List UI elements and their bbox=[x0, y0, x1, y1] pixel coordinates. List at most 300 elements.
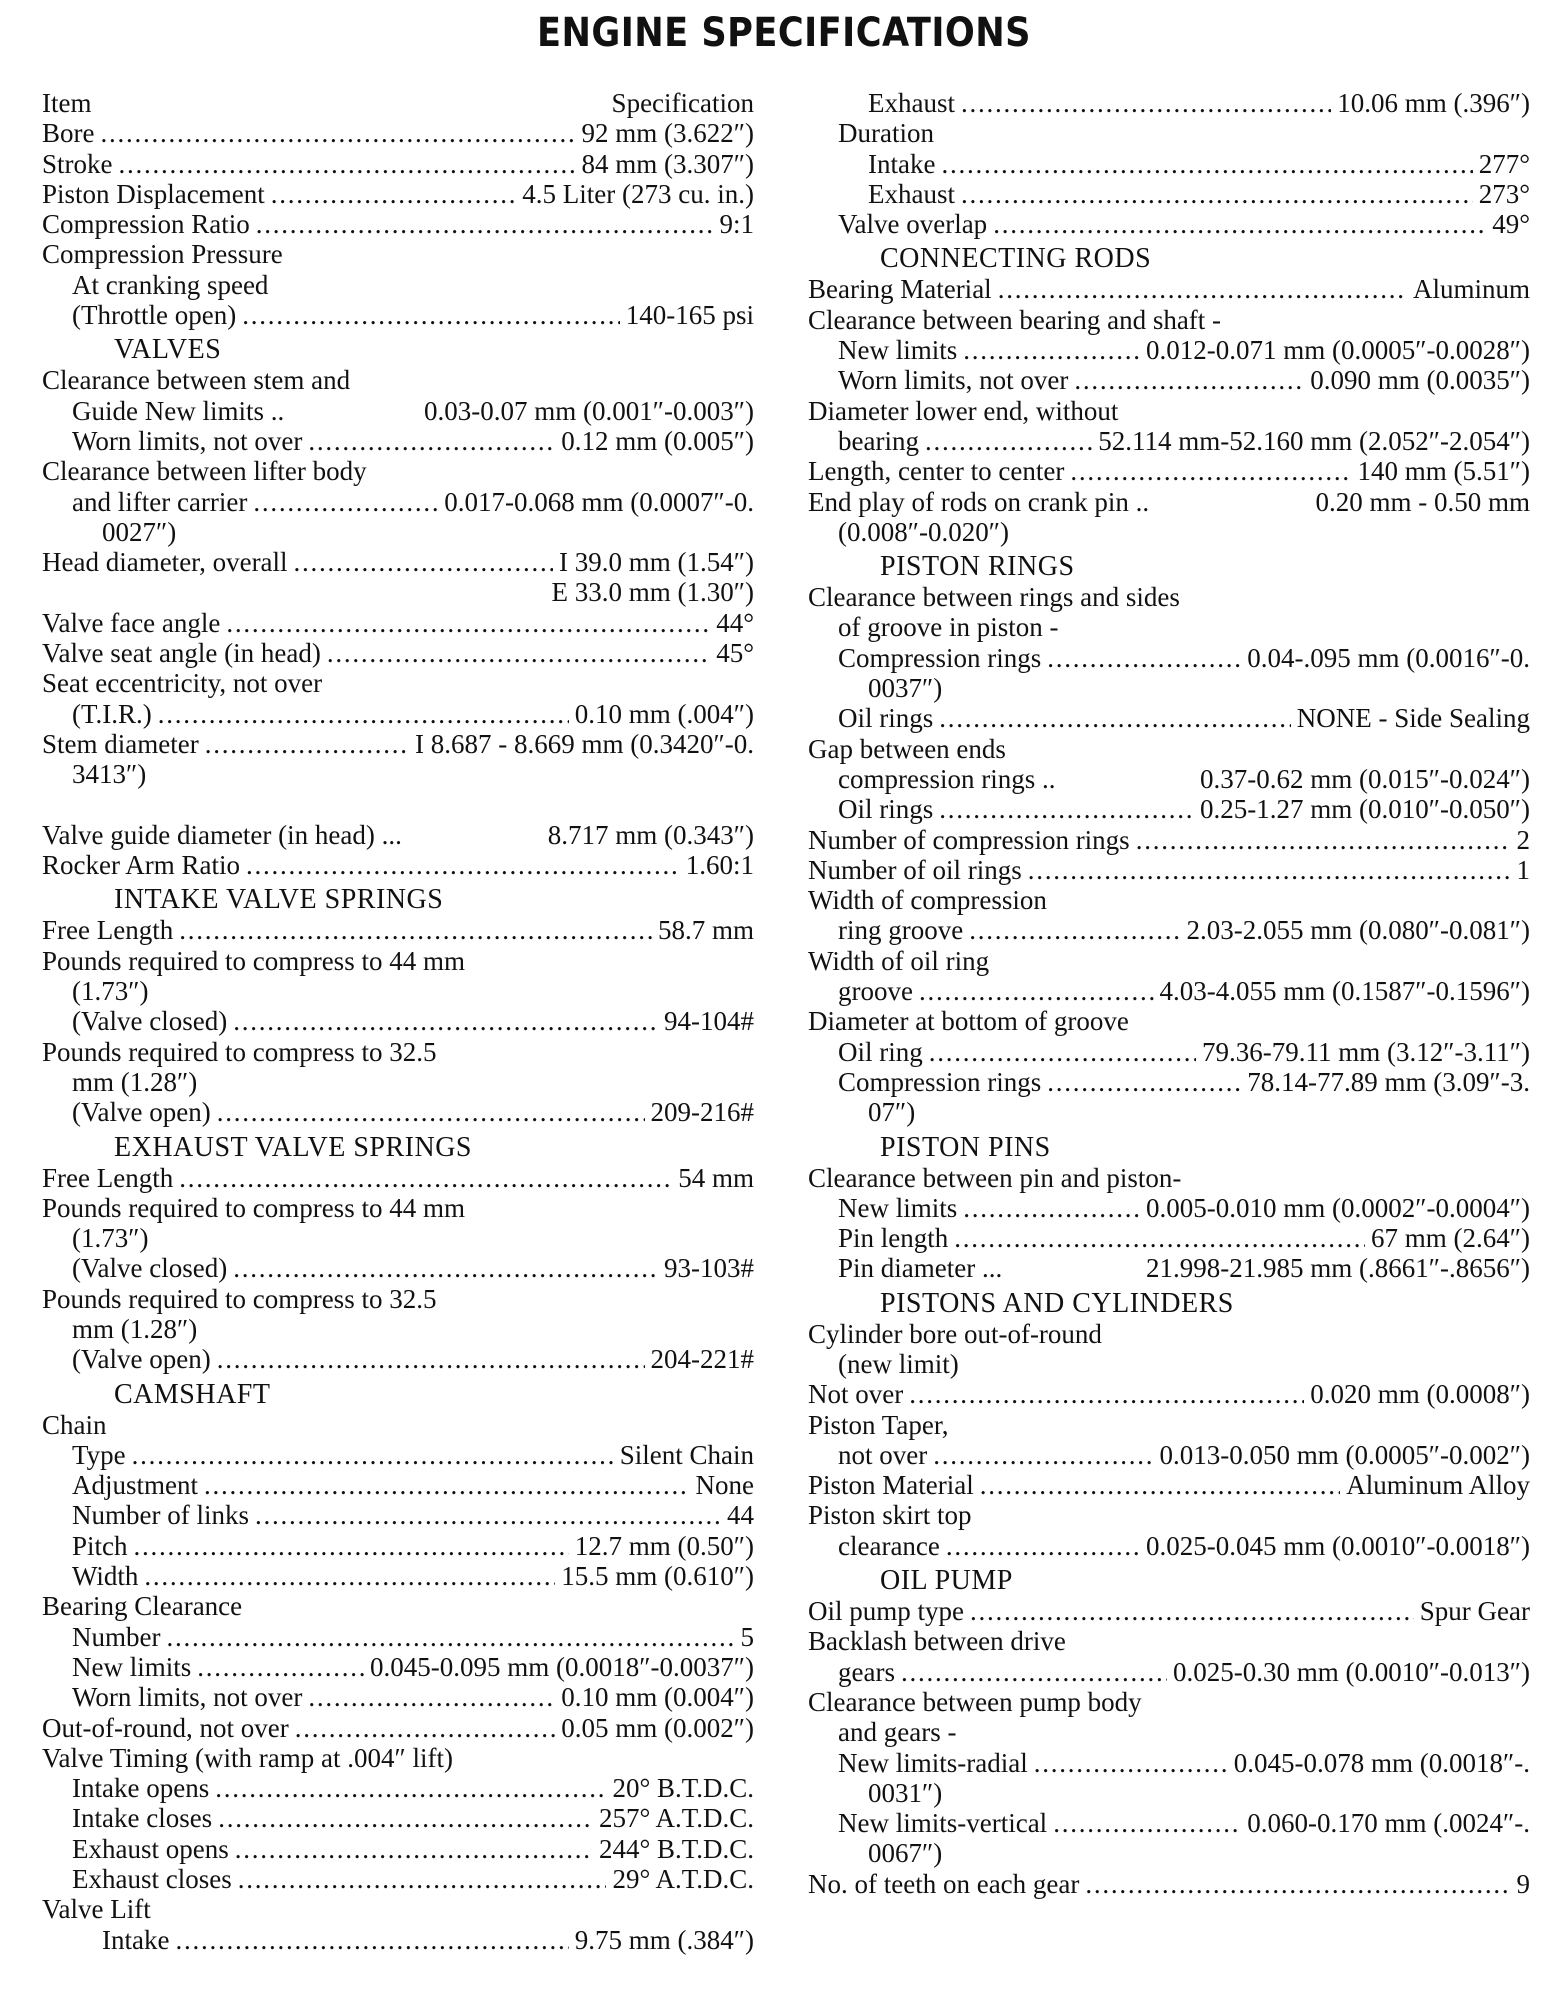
dot-leader bbox=[100, 118, 575, 148]
spec-label: Compression rings bbox=[838, 1066, 1042, 1097]
spec-value: Spur Gear bbox=[1419, 1596, 1530, 1627]
section-heading-valves: VALVES bbox=[114, 334, 222, 366]
dot-leader bbox=[929, 1037, 1196, 1067]
spec-row bbox=[808, 1097, 1530, 1127]
spec-label: No. of teeth on each gear bbox=[808, 1868, 1080, 1899]
spec-label: 3413″) bbox=[72, 759, 147, 790]
spec-label: End play of rods on crank pin .. bbox=[808, 486, 1150, 517]
dot-leader bbox=[909, 1379, 1304, 1409]
spec-row bbox=[808, 1163, 1530, 1193]
spec-row bbox=[808, 764, 1530, 794]
spec-label: Valve overlap bbox=[838, 209, 988, 240]
spec-value: 52.114 mm-52.160 mm (2.052″-2.054″) bbox=[1098, 425, 1530, 456]
spec-label: (Valve open) bbox=[72, 1344, 211, 1375]
dot-leader bbox=[1047, 1067, 1241, 1097]
spec-row bbox=[42, 1253, 754, 1283]
spec-label: Width bbox=[72, 1561, 139, 1592]
spec-row bbox=[808, 1500, 1530, 1530]
spec-label: New limits bbox=[838, 1192, 958, 1223]
dot-leader bbox=[215, 1773, 606, 1803]
spec-row bbox=[42, 638, 754, 668]
spec-row bbox=[42, 1037, 754, 1067]
left-column bbox=[42, 88, 754, 1955]
spec-value: 92 mm (3.622″) bbox=[581, 118, 754, 149]
spec-row bbox=[42, 1410, 754, 1440]
spec-label: Clearance between lifter body bbox=[42, 456, 367, 487]
spec-label: Oil rings bbox=[838, 794, 934, 825]
spec-label: Valve Lift bbox=[42, 1894, 151, 1925]
spec-row bbox=[808, 1410, 1530, 1440]
dot-leader bbox=[132, 1440, 614, 1470]
spec-row bbox=[42, 820, 754, 850]
spec-row bbox=[42, 396, 754, 426]
spec-row bbox=[42, 1163, 754, 1193]
spec-label: mm (1.28″) bbox=[72, 1313, 198, 1344]
dot-leader bbox=[1047, 643, 1241, 673]
spec-value: 44° bbox=[716, 607, 754, 638]
dot-leader bbox=[242, 300, 620, 330]
spec-value: 140-165 psi bbox=[625, 300, 754, 331]
spec-label: Out-of-round, not over bbox=[42, 1712, 289, 1743]
spec-label: Exhaust closes bbox=[72, 1864, 232, 1895]
spec-value: 0.012-0.071 mm (0.0005″-0.0028″) bbox=[1146, 335, 1530, 366]
spec-label: New limits bbox=[838, 335, 958, 366]
spec-value: 9:1 bbox=[719, 209, 754, 240]
spec-value: 0.05 mm (0.002″) bbox=[561, 1712, 754, 1743]
dot-leader bbox=[144, 1561, 555, 1591]
spec-row bbox=[42, 1864, 754, 1894]
spec-row bbox=[42, 456, 754, 486]
spec-row bbox=[808, 1253, 1530, 1283]
spec-label: Pounds required to compress to 44 mm bbox=[42, 945, 465, 976]
spec-label: (T.I.R.) bbox=[72, 698, 152, 729]
spec-label: bearing bbox=[838, 425, 919, 456]
spec-value: 45° bbox=[716, 638, 754, 669]
dot-leader bbox=[233, 1006, 658, 1036]
spec-label: Pounds required to compress to 44 mm bbox=[42, 1192, 465, 1223]
spec-label: Clearance between rings and sides bbox=[808, 582, 1180, 613]
spec-value: 0.10 mm (0.004″) bbox=[561, 1682, 754, 1713]
spec-row bbox=[808, 305, 1530, 335]
spec-row bbox=[42, 1470, 754, 1500]
spec-row bbox=[42, 1440, 754, 1470]
dot-leader bbox=[255, 1500, 721, 1530]
spec-label: 0037″) bbox=[868, 673, 943, 704]
spec-row bbox=[808, 1808, 1530, 1838]
spec-label: Intake opens bbox=[72, 1773, 210, 1804]
spec-label: Backlash between drive bbox=[808, 1626, 1066, 1657]
section-heading-piston-rings: PISTON RINGS bbox=[880, 551, 1075, 583]
dot-leader bbox=[246, 850, 680, 880]
spec-row bbox=[42, 1344, 754, 1374]
spec-label: Seat eccentricity, not over bbox=[42, 668, 323, 699]
spec-row bbox=[42, 149, 754, 179]
spec-value: Aluminum bbox=[1412, 274, 1530, 305]
spec-label: Width of compression bbox=[808, 885, 1047, 916]
section-heading-exhaust-valve-springs: EXHAUST VALVE SPRINGS bbox=[114, 1131, 472, 1163]
spec-label: 0067″) bbox=[868, 1838, 943, 1869]
spec-row bbox=[808, 1778, 1530, 1808]
spec-value: 1.60:1 bbox=[685, 850, 754, 881]
dot-leader bbox=[1034, 1748, 1228, 1778]
spec-row bbox=[808, 118, 1530, 148]
spec-label: Bearing Clearance bbox=[42, 1591, 243, 1622]
spec-row bbox=[808, 426, 1530, 456]
section-heading-camshaft: CAMSHAFT bbox=[114, 1378, 271, 1410]
dot-leader bbox=[294, 547, 553, 577]
spec-value: 29° A.T.D.C. bbox=[612, 1864, 754, 1895]
spec-label: groove bbox=[838, 976, 913, 1007]
spec-row bbox=[808, 1626, 1530, 1656]
spec-row bbox=[808, 1717, 1530, 1747]
spec-row bbox=[42, 729, 754, 759]
spec-label: Clearance between pump body bbox=[808, 1686, 1142, 1717]
dot-leader bbox=[963, 335, 1140, 365]
dot-leader bbox=[226, 608, 710, 638]
dot-leader bbox=[119, 149, 576, 179]
dot-leader bbox=[256, 209, 714, 239]
section-heading-oil-pump: OIL PUMP bbox=[880, 1565, 1013, 1597]
dot-leader bbox=[238, 1864, 607, 1894]
spec-row bbox=[42, 1284, 754, 1314]
spec-label: Free Length bbox=[42, 1162, 174, 1193]
spec-row bbox=[42, 946, 754, 976]
spec-row bbox=[808, 335, 1530, 365]
spec-label: Exhaust bbox=[868, 88, 955, 118]
spec-label: (Valve open) bbox=[72, 1097, 211, 1128]
spec-label: and gears - bbox=[838, 1717, 957, 1748]
spec-row bbox=[808, 673, 1530, 703]
spec-row bbox=[42, 1531, 754, 1561]
spec-value: 140 mm (5.51″) bbox=[1357, 456, 1530, 487]
spec-value: 12.7 mm (0.50″) bbox=[574, 1530, 754, 1561]
spec-value: 2 bbox=[1516, 824, 1530, 855]
spec-value: 54 mm bbox=[678, 1162, 754, 1193]
spec-row bbox=[808, 365, 1530, 395]
page-title: ENGINE SPECIFICATIONS bbox=[537, 10, 1031, 56]
dot-leader bbox=[939, 703, 1291, 733]
spec-row bbox=[42, 547, 754, 577]
dot-leader bbox=[204, 1470, 690, 1500]
spec-value: 0.045-0.078 mm (0.0018″-. bbox=[1233, 1747, 1530, 1778]
spec-value: 10.06 mm (.396″) bbox=[1337, 88, 1530, 118]
spec-value: 5 bbox=[740, 1621, 754, 1652]
spec-row bbox=[808, 1838, 1530, 1868]
spec-row bbox=[808, 1037, 1530, 1067]
spec-label: (Valve closed) bbox=[72, 1253, 228, 1284]
spec-value: 9.75 mm (.384″) bbox=[574, 1924, 754, 1955]
spec-label: of groove in piston - bbox=[838, 612, 1059, 643]
spec-row bbox=[42, 976, 754, 1006]
spec-row bbox=[42, 1713, 754, 1743]
spec-value: 15.5 mm (0.610″) bbox=[561, 1561, 754, 1592]
spec-row bbox=[42, 577, 754, 607]
spec-row bbox=[808, 1223, 1530, 1253]
spec-row bbox=[42, 426, 754, 456]
spec-label: Pounds required to compress to 32.5 bbox=[42, 1283, 437, 1314]
spec-row bbox=[808, 946, 1530, 976]
spec-label: Oil rings bbox=[838, 703, 934, 734]
dot-leader bbox=[980, 1470, 1340, 1500]
spec-row bbox=[42, 1097, 754, 1127]
spec-label: Bearing Material bbox=[808, 274, 992, 305]
spec-label: Number of compression rings bbox=[808, 824, 1130, 855]
spec-row bbox=[42, 118, 754, 148]
spec-value: 257° A.T.D.C. bbox=[598, 1803, 754, 1834]
spec-label: Adjustment bbox=[72, 1470, 198, 1501]
dot-leader bbox=[919, 976, 1154, 1006]
spec-label: (Valve closed) bbox=[72, 1006, 228, 1037]
spec-label: mm (1.28″) bbox=[72, 1066, 198, 1097]
spec-value: 84 mm (3.307″) bbox=[581, 148, 754, 179]
spec-label: Diameter at bottom of groove bbox=[808, 1006, 1129, 1037]
spec-value: 20° B.T.D.C. bbox=[612, 1773, 754, 1804]
spec-row bbox=[42, 1591, 754, 1621]
dot-leader bbox=[158, 699, 569, 729]
spec-value: 209-216# bbox=[650, 1097, 754, 1128]
spec-row bbox=[808, 1379, 1530, 1409]
dot-leader bbox=[946, 1531, 1140, 1561]
spec-label: Guide New limits .. bbox=[72, 395, 285, 426]
dot-leader bbox=[175, 1925, 568, 1955]
dot-leader bbox=[295, 1713, 556, 1743]
spec-label: Clearance between pin and piston- bbox=[808, 1162, 1182, 1193]
dot-leader bbox=[933, 1440, 1153, 1470]
spec-value: 78.14-77.89 mm (3.09″-3. bbox=[1247, 1066, 1530, 1097]
spec-row bbox=[808, 274, 1530, 304]
spec-value: Aluminum Alloy bbox=[1346, 1470, 1530, 1501]
spec-label: Worn limits, not over bbox=[72, 425, 303, 456]
spec-label: gears bbox=[838, 1656, 895, 1687]
spec-value: 94-104# bbox=[664, 1006, 754, 1037]
spec-label: Compression rings bbox=[838, 642, 1042, 673]
spec-label: Intake bbox=[868, 148, 936, 179]
spec-row bbox=[808, 487, 1530, 517]
dot-leader bbox=[179, 915, 652, 945]
spec-row bbox=[42, 915, 754, 945]
spec-label: Oil ring bbox=[838, 1036, 923, 1067]
spec-row bbox=[808, 88, 1530, 118]
spec-row bbox=[808, 643, 1530, 673]
spec-label: Piston Displacement bbox=[42, 178, 265, 209]
spec-value: 21.998-21.985 mm (.8661″-.8656″) bbox=[1146, 1253, 1530, 1284]
spec-label: Duration bbox=[838, 118, 934, 149]
spec-row bbox=[42, 1314, 754, 1344]
spec-label: Clearance between stem and bbox=[42, 365, 351, 396]
spec-label: compression rings .. bbox=[838, 763, 1056, 794]
dot-leader bbox=[954, 1223, 1365, 1253]
spec-row bbox=[42, 850, 754, 880]
dot-leader bbox=[998, 274, 1407, 304]
spec-value: 79.36-79.11 mm (3.12″-3.11″) bbox=[1202, 1036, 1530, 1067]
spec-value: NONE - Side Sealing bbox=[1296, 703, 1530, 734]
spec-label: clearance bbox=[838, 1530, 940, 1561]
spec-value: 0.020 mm (0.0008″) bbox=[1310, 1379, 1530, 1410]
spec-value: 4.5 Liter (273 cu. in.) bbox=[522, 178, 754, 209]
spec-row bbox=[42, 487, 754, 517]
spec-label: Type bbox=[72, 1439, 126, 1470]
spec-row bbox=[808, 1440, 1530, 1470]
dot-leader bbox=[961, 88, 1331, 118]
spec-row bbox=[42, 699, 754, 729]
spec-row bbox=[808, 855, 1530, 885]
spec-row bbox=[808, 734, 1530, 764]
spec-row bbox=[42, 209, 754, 239]
spec-value: 0.017-0.068 mm (0.0007″-0. bbox=[444, 486, 754, 517]
dot-leader bbox=[961, 179, 1473, 209]
spec-row bbox=[808, 794, 1530, 824]
spec-label: Item bbox=[42, 88, 92, 118]
spec-label: Piston skirt top bbox=[808, 1500, 972, 1531]
spec-label: Free Length bbox=[42, 915, 174, 946]
dot-leader bbox=[235, 1834, 593, 1864]
spec-label: Valve face angle bbox=[42, 607, 221, 638]
spec-row bbox=[42, 1193, 754, 1223]
spec-row bbox=[808, 1470, 1530, 1500]
dot-leader bbox=[271, 179, 517, 209]
spec-label: Compression Pressure bbox=[42, 239, 283, 270]
spec-label: Number of links bbox=[72, 1500, 249, 1531]
dot-leader bbox=[970, 1596, 1414, 1626]
spec-label: Piston Taper, bbox=[808, 1409, 949, 1440]
dot-leader bbox=[993, 209, 1486, 239]
spec-value: 8.717 mm (0.343″) bbox=[547, 819, 754, 850]
spec-label: Not over bbox=[808, 1379, 904, 1410]
spec-label: Stroke bbox=[42, 148, 113, 179]
spec-label: 07″) bbox=[868, 1097, 916, 1128]
spec-label: Valve seat angle (in head) bbox=[42, 638, 321, 669]
dot-leader bbox=[179, 1163, 672, 1193]
spec-row bbox=[42, 1652, 754, 1682]
spec-row bbox=[42, 1622, 754, 1652]
spec-row bbox=[42, 88, 754, 118]
spec-label: Pin length bbox=[838, 1223, 949, 1254]
section-heading-intake-valve-springs: INTAKE VALVE SPRINGS bbox=[114, 884, 444, 916]
spec-row bbox=[808, 396, 1530, 426]
spec-label: New limits-radial bbox=[838, 1747, 1028, 1778]
spec-row bbox=[808, 915, 1530, 945]
dot-leader bbox=[901, 1657, 1167, 1687]
spec-label: Rocker Arm Ratio bbox=[42, 850, 240, 881]
dot-leader bbox=[217, 1097, 645, 1127]
dot-leader bbox=[308, 426, 555, 456]
spec-label: Head diameter, overall bbox=[42, 547, 288, 578]
spec-label: 0031″) bbox=[868, 1777, 943, 1808]
spec-row bbox=[42, 270, 754, 300]
spec-value: I 8.687 - 8.669 mm (0.3420″-0. bbox=[415, 728, 754, 759]
spec-value: 277° bbox=[1478, 148, 1530, 179]
spec-row bbox=[42, 1743, 754, 1773]
spec-label: Valve Timing (with ramp at .004″ lift) bbox=[42, 1742, 453, 1773]
spec-row bbox=[42, 759, 754, 789]
spec-label: Piston Material bbox=[808, 1470, 974, 1501]
spec-row bbox=[808, 1596, 1530, 1626]
spec-label: (Throttle open) bbox=[72, 300, 237, 331]
spec-label: Length, center to center bbox=[808, 456, 1065, 487]
dot-leader bbox=[1053, 1808, 1241, 1838]
spec-row bbox=[808, 582, 1530, 612]
spec-row bbox=[42, 365, 754, 395]
spec-label: Exhaust opens bbox=[72, 1833, 229, 1864]
spec-label: Intake bbox=[102, 1924, 170, 1955]
spec-label: 0027″) bbox=[102, 516, 177, 547]
dot-leader bbox=[205, 729, 409, 759]
dot-leader bbox=[197, 1652, 364, 1682]
spec-label: Diameter lower end, without bbox=[808, 395, 1119, 426]
spec-value: 0.005-0.010 mm (0.0002″-0.0004″) bbox=[1146, 1192, 1530, 1223]
dot-leader bbox=[253, 487, 438, 517]
spec-label: Chain bbox=[42, 1409, 107, 1440]
spec-label: not over bbox=[838, 1439, 928, 1470]
spec-value: 204-221# bbox=[650, 1344, 754, 1375]
spec-row bbox=[808, 1531, 1530, 1561]
spec-value: 0.03-0.07 mm (0.001″-0.003″) bbox=[424, 395, 754, 426]
spec-value: 0.20 mm - 0.50 mm bbox=[1315, 486, 1530, 517]
spec-row bbox=[808, 1319, 1530, 1349]
spec-row bbox=[42, 668, 754, 698]
spec-label: Valve guide diameter (in head) ... bbox=[42, 819, 402, 850]
dot-leader bbox=[218, 1803, 593, 1833]
spec-label: Compression Ratio bbox=[42, 209, 250, 240]
spec-value: 0.045-0.095 mm (0.0018″-0.0037″) bbox=[370, 1651, 754, 1682]
spec-label: and lifter carrier bbox=[72, 486, 248, 517]
dot-leader bbox=[925, 426, 1092, 456]
dot-leader bbox=[217, 1344, 645, 1374]
spec-row bbox=[42, 1561, 754, 1591]
spec-label: (1.73″) bbox=[72, 976, 149, 1007]
spec-label: Stem diameter bbox=[42, 728, 199, 759]
spec-label: Bore bbox=[42, 118, 95, 149]
right-column bbox=[808, 88, 1530, 1899]
spec-row bbox=[808, 149, 1530, 179]
spec-value: 49° bbox=[1492, 209, 1530, 240]
spec-value: I 39.0 mm (1.54″) bbox=[559, 547, 754, 578]
spec-row bbox=[808, 976, 1530, 1006]
spec-row bbox=[42, 1682, 754, 1712]
dot-leader bbox=[939, 794, 1194, 824]
dot-leader bbox=[1136, 825, 1511, 855]
spec-label: Pin diameter ... bbox=[838, 1253, 1003, 1284]
spec-label: Width of oil ring bbox=[808, 945, 990, 976]
spec-label: ring groove bbox=[838, 915, 964, 946]
spec-value: 273° bbox=[1478, 178, 1530, 209]
spec-value: 0.025-0.045 mm (0.0010″-0.0018″) bbox=[1146, 1530, 1530, 1561]
spec-row bbox=[808, 1006, 1530, 1036]
spec-label: (1.73″) bbox=[72, 1223, 149, 1254]
dot-leader bbox=[941, 149, 1472, 179]
spec-value: 244° B.T.D.C. bbox=[598, 1833, 754, 1864]
dot-leader bbox=[1085, 1869, 1510, 1899]
spec-value: 0.013-0.050 mm (0.0005″-0.002″) bbox=[1159, 1439, 1530, 1470]
dot-leader bbox=[963, 1193, 1140, 1223]
spec-row bbox=[808, 1869, 1530, 1899]
spec-row bbox=[42, 1894, 754, 1924]
spec-value: 0.025-0.30 mm (0.0010″-0.013″) bbox=[1173, 1656, 1530, 1687]
spec-value: 93-103# bbox=[664, 1253, 754, 1284]
spec-row bbox=[808, 1657, 1530, 1687]
dot-leader bbox=[1074, 365, 1304, 395]
spec-label: (new limit) bbox=[838, 1348, 959, 1379]
spec-value: None bbox=[695, 1470, 754, 1501]
spec-row bbox=[808, 456, 1530, 486]
spec-row bbox=[42, 1803, 754, 1833]
spec-row bbox=[808, 517, 1530, 547]
spec-value: 44 bbox=[727, 1500, 754, 1531]
spec-value: 0.060-0.170 mm (.0024″-. bbox=[1247, 1808, 1530, 1839]
spec-row bbox=[42, 1773, 754, 1803]
dot-leader bbox=[233, 1253, 658, 1283]
spec-label: Gap between ends bbox=[808, 733, 1006, 764]
